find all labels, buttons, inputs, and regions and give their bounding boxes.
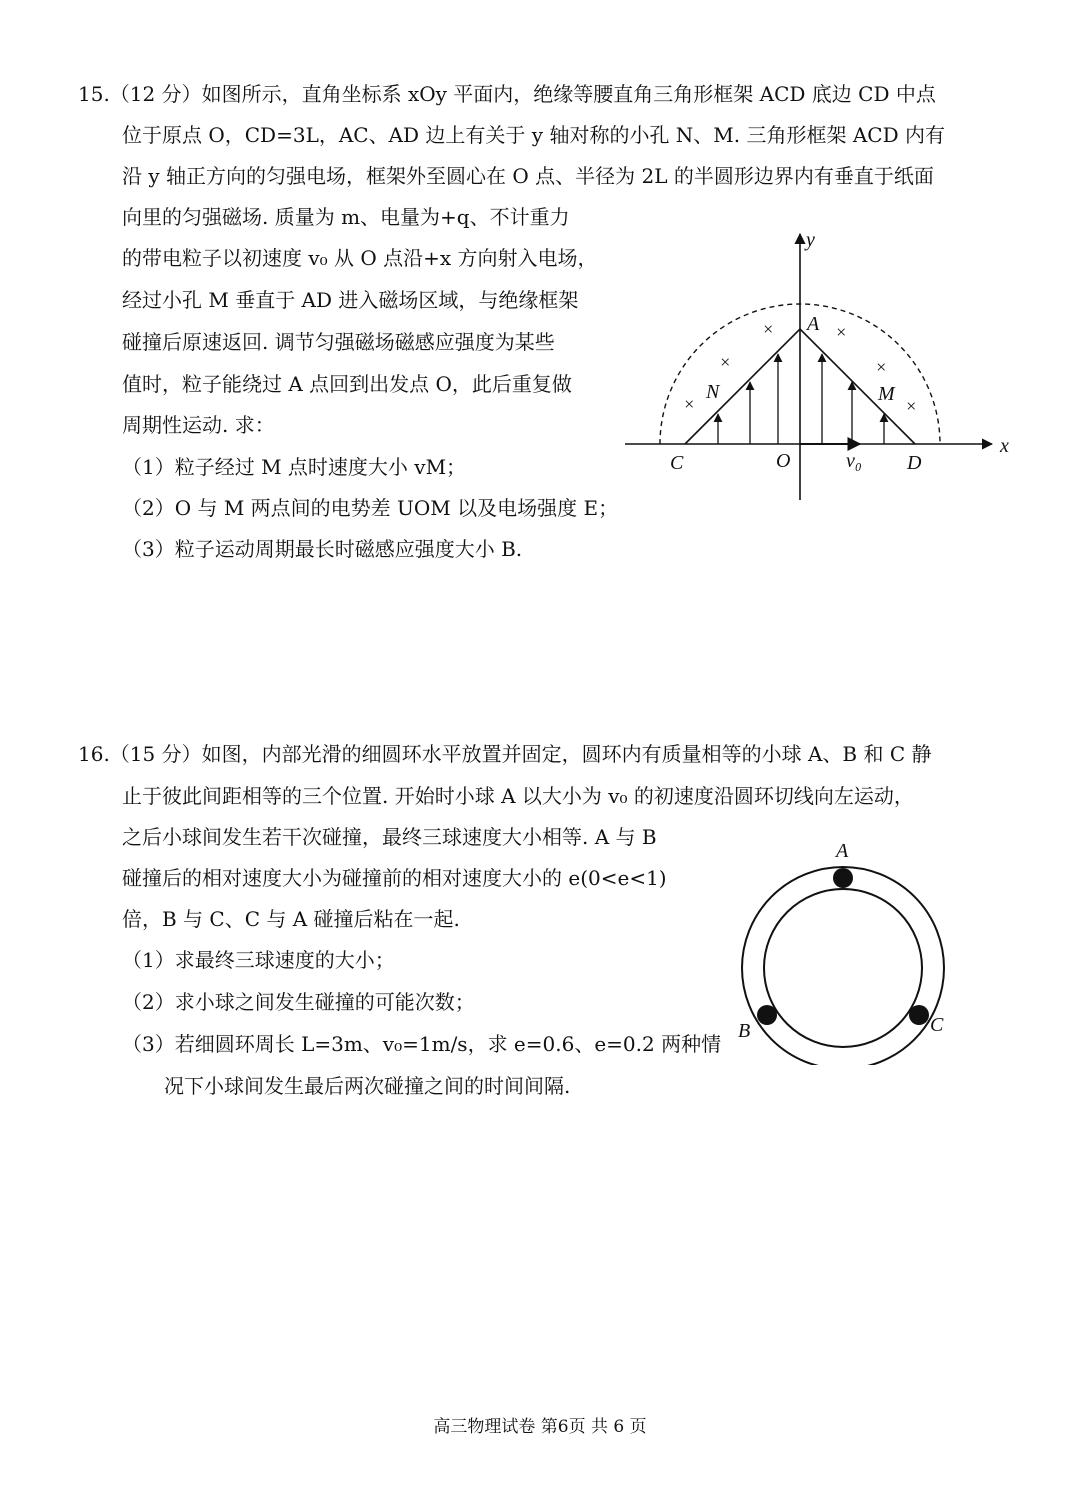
q15-part-1: （1）粒子经过 M 点时速度大小 vM； — [122, 455, 467, 479]
label-A: A — [807, 313, 820, 335]
q16-part-3: （3）若细圆环周长 L=3m、v₀=1m/s，求 e=0.6、e=0.2 两种情 — [122, 1032, 722, 1056]
label-C: C — [670, 452, 684, 474]
q16-line-4: 碰撞后的相对速度大小为碰撞前的相对速度大小的 e(0<e<1) — [122, 866, 667, 890]
inner-ring — [764, 889, 922, 1047]
label-D: D — [907, 452, 922, 474]
label-M: M — [878, 383, 895, 405]
field-mark: × — [762, 319, 775, 339]
q16-figure — [730, 835, 960, 1065]
q16-part-3-cont: 况下小球间发生最后两次碰撞之间的时间间隔. — [164, 1074, 571, 1098]
label-x: x — [1000, 435, 1009, 457]
q16-line-3: 之后小球间发生若干次碰撞，最终三球速度大小相等. A 与 B — [122, 825, 657, 849]
q15-line-2: 位于原点 O，CD=3L，AC、AD 边上有关于 y 轴对称的小孔 N、M. 三角形框架 ACD 内有 — [122, 123, 945, 147]
q16-line-5: 倍，B 与 C、C 与 A 碰撞后粘在一起. — [122, 907, 460, 931]
label-y: y — [806, 229, 815, 251]
q15-figure — [620, 222, 1020, 512]
ball-c — [909, 1005, 929, 1025]
q15-line-6: 经过小孔 M 垂直于 AD 进入磁场区域，与绝缘框架 — [122, 288, 579, 312]
q15-line-7: 碰撞后原速返回. 调节匀强磁场磁感应强度为某些 — [122, 330, 555, 354]
page-footer: 高三物理试卷 第6页 共 6 页 — [433, 1417, 647, 1437]
ball-a — [833, 868, 853, 888]
field-mark: × — [719, 352, 732, 372]
label-B: B — [738, 1020, 751, 1042]
field-mark: × — [875, 357, 888, 377]
field-mark: × — [835, 322, 848, 342]
q16-part-1: （1）求最终三球速度的大小； — [122, 948, 395, 972]
ball-b — [757, 1005, 777, 1025]
q15-line-8: 值时，粒子能绕过 A 点回到出发点 O，此后重复做 — [122, 372, 572, 396]
q16-line-2: 止于彼此间距相等的三个位置. 开始时小球 A 以大小为 v₀ 的初速度沿圆环切线向左运动， — [122, 784, 914, 808]
electric-field-arrows — [718, 354, 884, 444]
label-O: O — [776, 450, 791, 472]
label-N: N — [706, 381, 720, 403]
q15-part-3: （3）粒子运动周期最长时磁感应强度大小 B. — [122, 537, 523, 561]
outer-ring — [742, 867, 944, 1065]
q16-part-2: （2）求小球之间发生碰撞的可能次数； — [122, 990, 475, 1014]
q15-line-9: 周期性运动. 求： — [122, 413, 275, 437]
q15-line-3: 沿 y 轴正方向的匀强电场，框架外至圆心在 O 点、半径为 2L 的半圆形边界内有垂直于纸面 — [122, 164, 934, 188]
label-A: A — [836, 840, 849, 862]
label-C: C — [930, 1014, 944, 1036]
q15-line-5: 的带电粒子以初速度 v₀ 从 O 点沿+x 方向射入电场， — [122, 246, 598, 270]
field-mark: × — [683, 394, 696, 414]
field-mark: × — [905, 396, 918, 416]
q15-line-1: 15.（12 分）如图所示，直角坐标系 xOy 平面内，绝缘等腰直角三角形框架 ACD 底边 CD 中点 — [78, 82, 936, 106]
q15-line-4: 向里的匀强磁场. 质量为 m、电量为+q、不计重力 — [122, 205, 570, 229]
label-v0: v₀ — [846, 450, 862, 472]
q15-part-2: （2）O 与 M 两点间的电势差 UOM 以及电场强度 E； — [122, 496, 619, 520]
q16-line-1: 16.（15 分）如图，内部光滑的细圆环水平放置并固定，圆环内有质量相等的小球 A、B 和 C 静 — [78, 742, 932, 766]
